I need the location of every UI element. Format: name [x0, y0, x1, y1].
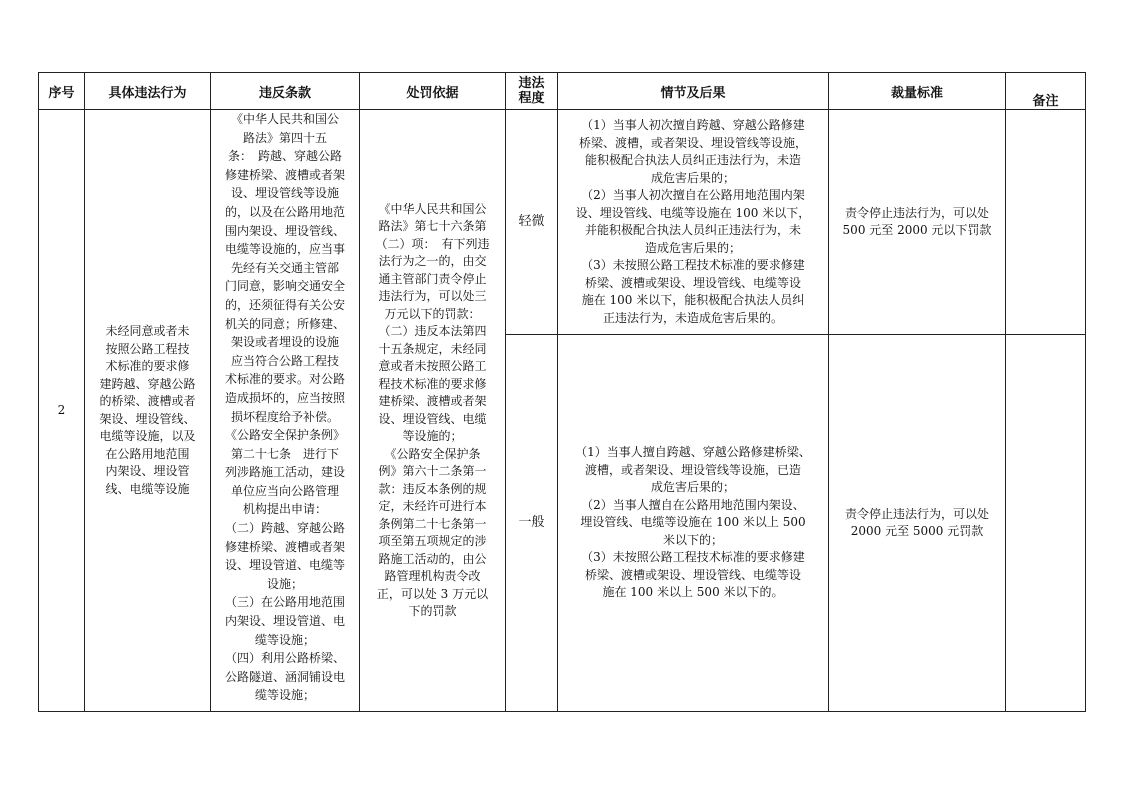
text-line: 路管理机构责令改	[384, 569, 481, 583]
text-line: 桥梁、渡槽或架设、埋设管线、电缆等设	[584, 567, 801, 582]
text-line: 术标准的要求。对公路	[224, 372, 345, 387]
text-line: （2）当事人初次擅自在公路用地范围内架	[581, 188, 805, 202]
text-line: （三）在公路用地范围	[224, 595, 345, 610]
text-line: 设、埋设管线等设施	[230, 186, 339, 201]
text-line: 建跨越、穿越公路	[99, 376, 196, 391]
text-line: 机关的同意；所修建、	[224, 316, 345, 331]
text-line: 《中华人民共和国公	[230, 112, 339, 126]
header-violation-degree	[506, 73, 558, 110]
text-line: 违法行为，可以处三	[378, 289, 487, 303]
text-line: 线、电缆等设施	[105, 481, 190, 496]
text-line: 路法》第七十六条第	[378, 219, 487, 233]
penalty-basis-cell	[360, 110, 506, 712]
text-line: 内架设、埋设管道、电	[224, 614, 345, 629]
text-line: （二）跨越、穿越公路	[224, 521, 345, 536]
text-line: 桥梁、渡槽或架设、埋设管线、电缆等设	[584, 275, 801, 290]
text-line: 定，未经许可进行本	[378, 499, 487, 513]
note-general-cell	[1006, 335, 1086, 712]
text-line: 《中华人民共和国公	[378, 201, 487, 216]
text-line: 责令停止违法行为，可以处	[844, 506, 989, 521]
text-line: 在公路用地范围	[105, 446, 190, 461]
degree-minor-cell: 轻微	[506, 110, 558, 335]
text-line: 电缆等设施的，应当事	[224, 242, 345, 257]
text-line: 的，还须征得有关公安	[224, 297, 345, 312]
text-line: 条： 跨越、穿越公路	[227, 149, 342, 164]
text-line: 架设或者埋设的设施	[230, 335, 339, 350]
text-line: 单位应当向公路管理	[230, 483, 339, 498]
header-degree-line1: 违法	[518, 76, 545, 91]
note-minor-cell	[1006, 110, 1086, 335]
text-line: 应当符合公路工程技	[230, 353, 339, 368]
text-line: 造成损坏的，应当按照	[224, 390, 345, 405]
text-line: 渡槽，或者架设、埋设管线等设施，已造	[584, 462, 801, 477]
text-line: 未经同意或者未	[105, 324, 190, 338]
violated-clause-cell	[211, 110, 360, 712]
text-line: 意或者未按照公路工	[378, 359, 487, 373]
header-row	[39, 73, 1086, 110]
text-line: 先经有关交通主管部	[230, 260, 339, 275]
text-line: 桥梁、渡槽，或者架设、埋设管线等设施，	[578, 135, 807, 150]
text-line: 架设、埋设管线、	[99, 411, 196, 426]
circumstance-general-cell	[558, 335, 829, 712]
text-line: 十五条规定，未经同	[378, 341, 487, 356]
text-line: 条例第二十七条第一	[378, 516, 487, 531]
text-line: 的桥梁、渡槽或者	[99, 394, 196, 408]
text-line: 机构提出申请：	[242, 502, 327, 517]
standard-minor-cell	[829, 110, 1006, 335]
text-line: 缆等设施；	[254, 632, 315, 647]
text-line: 500 元至 2000 元以下罚款	[842, 223, 992, 237]
text-line: 成危害后果的；	[650, 170, 735, 185]
text-line: 下的罚款	[408, 604, 457, 618]
text-line: 成危害后果的；	[650, 480, 735, 495]
header-discretion-standard: 裁量标准	[829, 73, 1006, 110]
text-line: 施在 100 米以下，能积极配合执法人员纠	[581, 293, 805, 307]
text-line: 米以下的；	[662, 532, 723, 547]
text-line: 电缆等设施，以及	[99, 429, 196, 443]
header-circumstance: 情节及后果	[558, 73, 829, 110]
text-line: （2）当事人擅自在公路用地范围内架设、	[581, 497, 805, 512]
text-line: （1）当事人擅自跨越、穿越公路修建桥梁、	[575, 445, 811, 460]
header-violated-clause: 违反条款	[211, 73, 360, 110]
text-line: 建桥梁、渡槽或者架	[378, 394, 487, 408]
text-line: 项至第五项规定的涉	[378, 534, 487, 548]
text-line: 围内架设、埋设管线、	[224, 223, 345, 238]
text-line: （1）当事人初次擅自跨越、穿越公路修建	[581, 118, 805, 132]
text-line: 责令停止违法行为，可以处	[844, 205, 989, 220]
header-penalty-basis: 处罚依据	[360, 73, 506, 110]
table-row	[39, 110, 1086, 335]
circumstance-minor-cell	[558, 110, 829, 335]
text-line: 列涉路施工活动，建设	[224, 465, 345, 480]
text-line: 设、埋设管线、电缆	[378, 411, 487, 426]
header-violation-act: 具体违法行为	[85, 73, 211, 110]
text-line: 门同意，影响交通安全	[224, 279, 345, 294]
text-line: （四）利用公路桥梁、	[224, 651, 345, 666]
text-line: 设施；	[266, 576, 303, 591]
text-line: 2000 元至 5000 元罚款	[850, 524, 984, 538]
text-line: 造成危害后果的；	[644, 240, 741, 255]
text-line: 公路隧道、涵洞铺设电	[224, 669, 345, 684]
text-line: （二）违反本法第四	[378, 324, 487, 338]
text-line: 设、埋设管道、电缆等	[224, 558, 345, 573]
text-line: 的，以及在公路用地范	[224, 204, 345, 219]
text-line: 例》第六十二条第一	[378, 464, 487, 478]
text-line: 通主管部门责令停止	[378, 271, 487, 286]
text-line: 正，可以处 3 万元以	[376, 586, 489, 601]
text-line: （二）项： 有下列违	[375, 236, 490, 251]
violation-act-cell	[85, 110, 211, 712]
text-line: 正违法行为，未造成危害后果的。	[602, 310, 783, 325]
text-line: 等设施的；	[402, 429, 463, 443]
text-line: 第二十七条 进行下	[230, 446, 339, 461]
header-serial: 序号	[39, 73, 85, 110]
text-line: 路法》第四十五	[242, 130, 327, 145]
header-note: 备注	[1006, 73, 1086, 110]
degree-general-cell: 一般	[506, 335, 558, 712]
text-line: 路施工活动的，由公	[378, 551, 487, 566]
text-line: 并能积极配合执法人员纠正违法行为，未	[584, 223, 801, 237]
standard-general-cell	[829, 335, 1006, 712]
text-line: 法行为之一的，由交	[378, 254, 487, 268]
text-line: 《公路安全保护条例》	[224, 428, 345, 443]
text-line: 《公路安全保护条	[384, 446, 481, 461]
text-line: 按照公路工程技	[105, 341, 190, 356]
header-degree-line2: 程度	[518, 91, 545, 106]
text-line: 程技术标准的要求修	[378, 376, 487, 391]
text-line: 缆等设施；	[254, 688, 315, 703]
serial-cell: 2	[39, 110, 85, 712]
text-line: 埋设管线、电缆等设施在 100 米以上 500	[580, 515, 806, 530]
text-line: 修建桥梁、渡槽或者架	[224, 167, 345, 182]
text-line: 术标准的要求修	[105, 359, 190, 373]
penalty-standard-table	[38, 72, 1086, 712]
text-line: 施在 100 米以上 500 米以下的。	[602, 585, 784, 600]
text-line: （3）未按照公路工程技术标准的要求修建	[581, 550, 805, 565]
text-line: 内架设、埋设管	[105, 464, 190, 478]
text-line: （3）未按照公路工程技术标准的要求修建	[581, 258, 805, 272]
text-line: 款：违反本条例的规	[378, 481, 487, 496]
text-line: 设、埋设管线、电缆等设施在 100 米以下，	[575, 205, 811, 220]
text-line: 万元以下的罚款：	[384, 306, 481, 321]
text-line: 修建桥梁、渡槽或者架	[224, 539, 345, 554]
text-line: 能积极配合执法人员纠正违法行为，未造	[584, 153, 801, 167]
text-line: 损坏程度给予补偿。	[230, 409, 339, 424]
